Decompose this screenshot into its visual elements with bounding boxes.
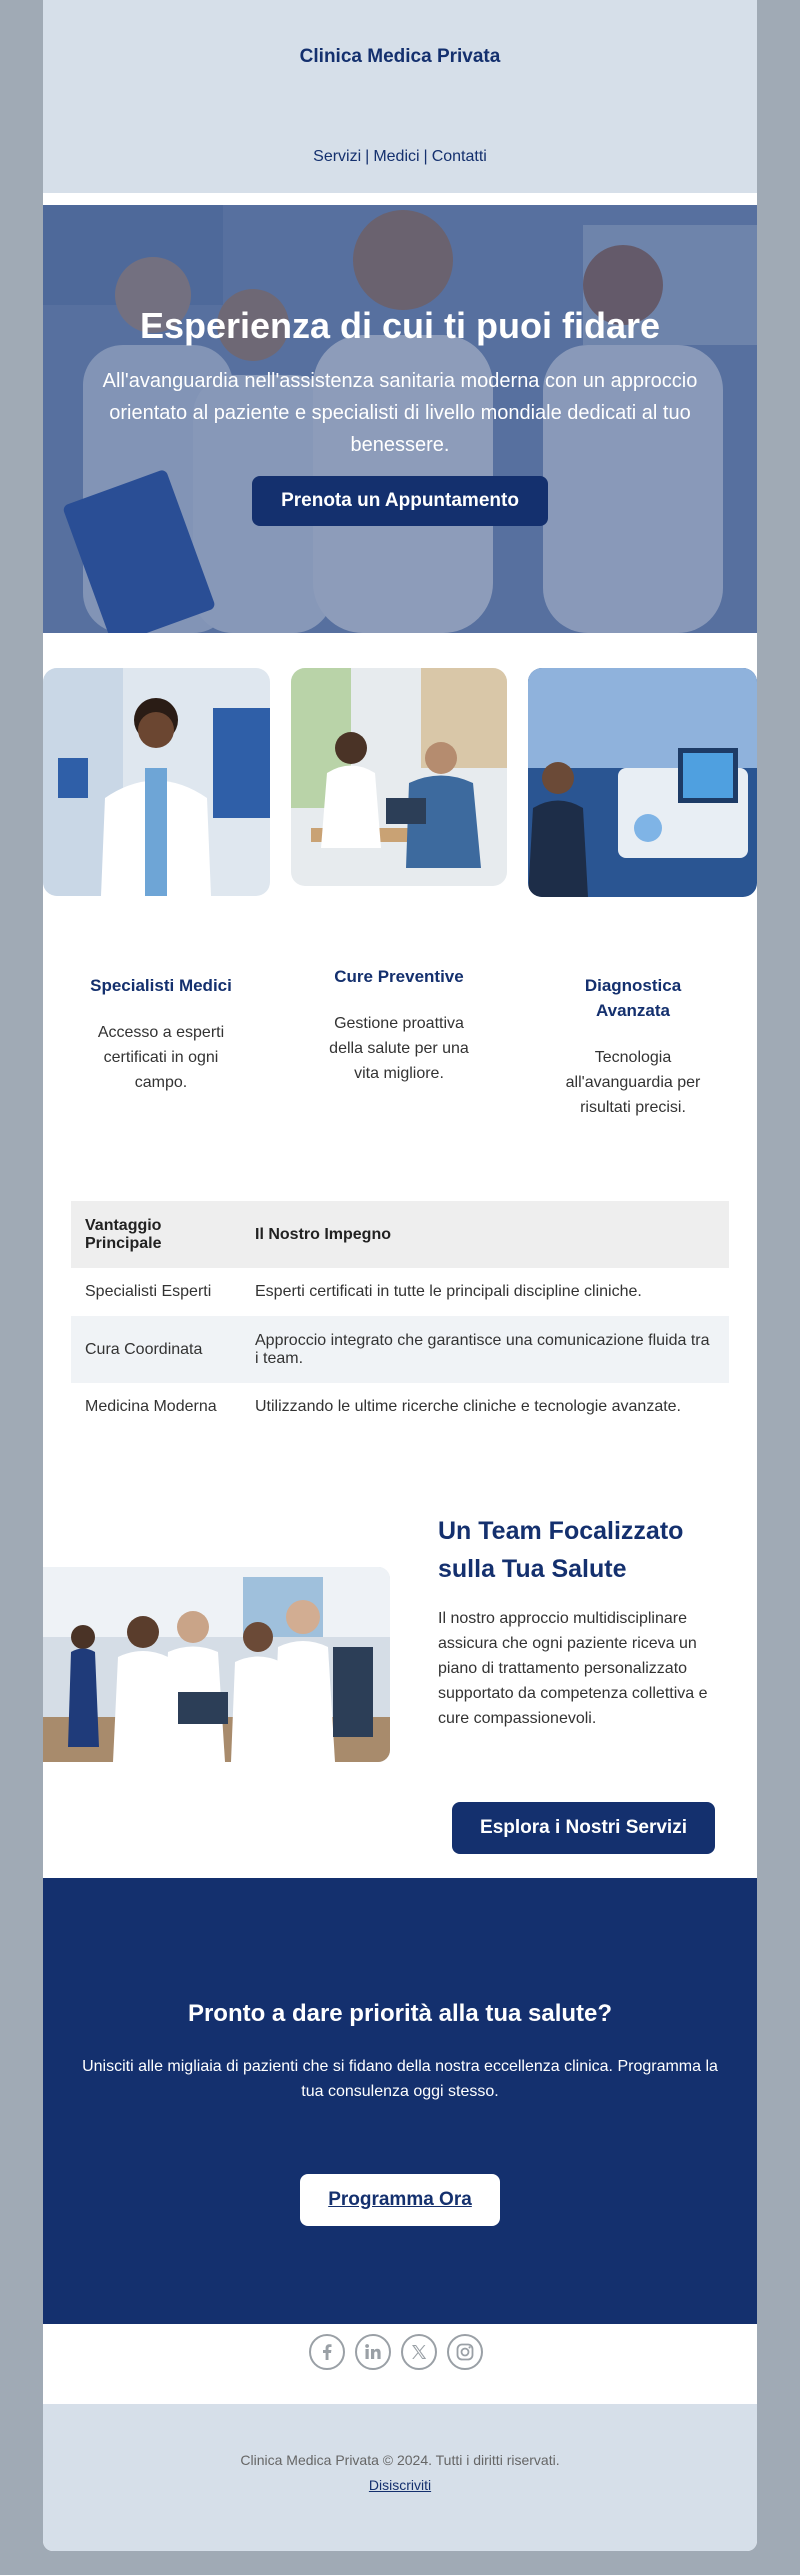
team-text: Il nostro approccio multidisciplinare assicura che ogni paziente riceva un piano di trattamento personalizzato supportato da competenza collettiva e cure compassionevoli. [438,1610,708,1727]
x-icon[interactable] [401,2334,437,2370]
feature-title-diagnostics: Diagnostica Avanzata [584,976,682,1020]
table-cell: Approccio integrato che garantisce una comunicazione fluida tra i team. [241,1316,729,1383]
table-cell: Specialisti Esperti [85,1283,212,1300]
table-cell: Medicina Moderna [85,1398,217,1415]
nav-separator: | [365,148,370,165]
hero-title: Esperienza di cui ti puoi fidare [139,305,661,346]
team-title: Un Team Focalizzato sulla Tua Salute [438,1517,684,1583]
header [43,0,757,193]
footer [43,2404,757,2551]
nav-bar [43,148,757,166]
nav-separator: | [423,148,428,165]
feature-title-preventive: Cure Preventive [334,967,464,986]
consultation-photo [291,668,507,886]
feature-text-specialists: Accesso a esperti certificati in ogni campo. [97,1024,225,1091]
team-photo [43,1567,390,1762]
explore-services-button[interactable]: Esplora i Nostri Servizi [452,1802,715,1854]
cta-text: Unisciti alle migliaia di pazienti che si fidano della nostra eccellenza clinica. Programma la tua consulenza oggi stesso. [82,2058,718,2100]
nav-link-contatti[interactable]: Contatti [431,148,487,165]
hero-text: All'avanguardia nell'assistenza sanitaria moderna con un approccio orientato al paziente e specialisti di livello mondiale dedicati al tuo benessere. [102,370,698,456]
unsubscribe-link[interactable]: Disiscriviti [368,2477,432,2493]
diagnostics-photo [528,668,757,897]
book-appointment-button[interactable]: Prenota un Appuntamento [252,476,548,526]
nav-link-medici[interactable]: Medici [373,148,420,165]
table-header-advantage: Vantaggio Principale [71,1201,241,1268]
email-container [43,0,757,2551]
advantages-table [71,1201,729,1431]
table-cell: Cura Coordinata [71,1316,241,1383]
feature-text-diagnostics: Tecnologia all'avanguardia per risultati precisi. [565,1049,701,1116]
unsubscribe-wrapper [43,2477,757,2493]
table-cell: Utilizzando le ultime ricerche cliniche e tecnologie avanzate. [255,1398,681,1415]
feature-title-specialists: Specialisti Medici [90,976,232,995]
brand-name: Clinica Medica Privata [299,46,501,67]
table-row [71,1268,729,1316]
linkedin-icon[interactable] [355,2334,391,2370]
table-cell: Esperti certificati in tutte le principali discipline cliniche. [255,1283,642,1300]
instagram-icon[interactable] [447,2334,483,2370]
table-row [71,1316,729,1383]
hero-banner [43,205,757,633]
cta-title: Pronto a dare priorità alla tua salute? [187,2000,613,2027]
footer-copyright: Clinica Medica Privata © 2024. Tutti i diritti riservati. [240,2452,560,2468]
feature-text-preventive: Gestione proattiva della salute per una vita migliore. [329,1015,469,1082]
table-header-commitment: Il Nostro Impegno [241,1201,729,1268]
nav-link-servizi[interactable]: Servizi [313,148,362,165]
table-header-row [71,1201,729,1268]
table-row [71,1383,729,1431]
specialist-photo [43,668,270,896]
cta-section [43,1878,757,2324]
facebook-icon[interactable] [309,2334,345,2370]
schedule-now-button[interactable]: Programma Ora [300,2174,500,2226]
